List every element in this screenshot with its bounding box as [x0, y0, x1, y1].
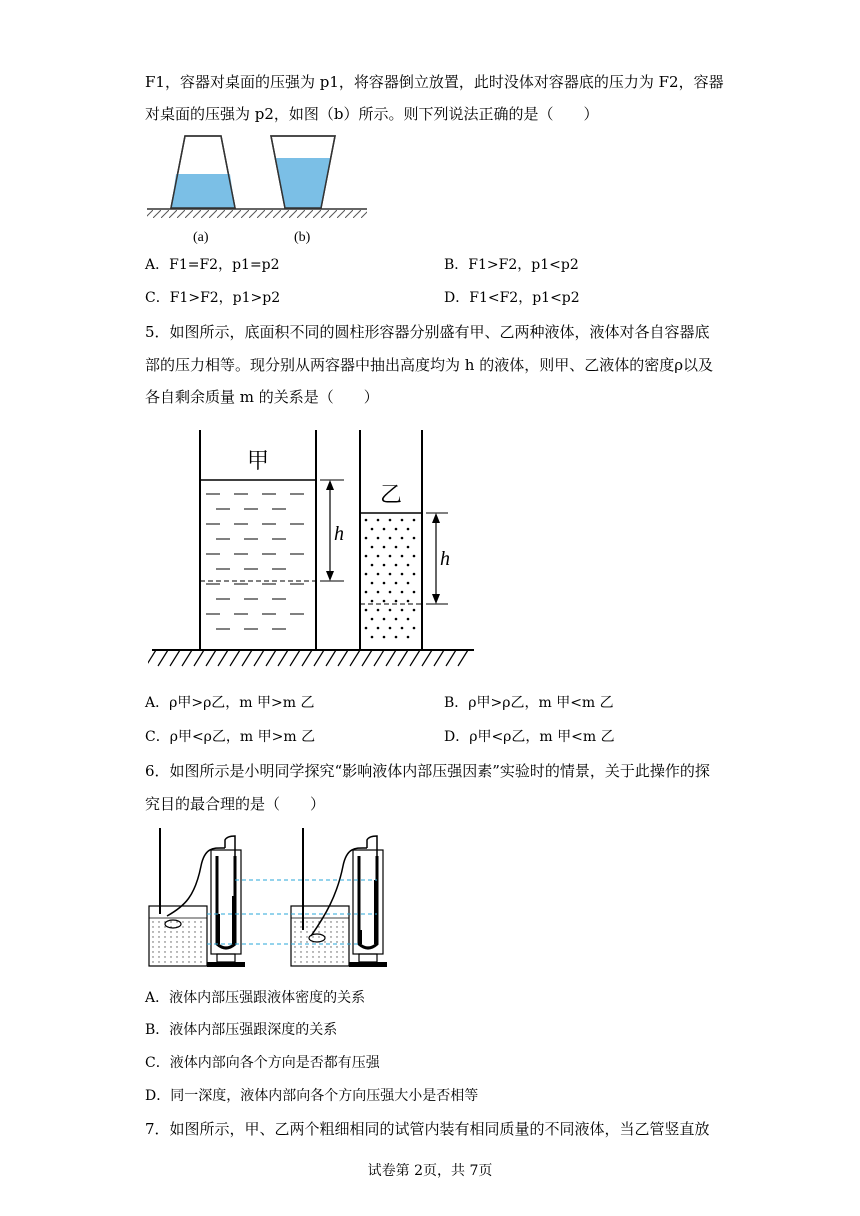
q4-figure-containers: [145, 130, 370, 248]
q5-option-c: C．ρ甲<ρ乙，m 甲>m 乙: [145, 729, 316, 745]
q4-option-b: B．F1>F2，p1<p2: [444, 257, 579, 273]
q6-option-d: D．同一深度，液体内部向各个方向压强大小是否相等: [145, 1088, 479, 1104]
q5-option-d: D．ρ甲<ρ乙，m 甲<m 乙: [444, 729, 615, 745]
q4-option-c: C．F1>F2，p1>p2: [145, 290, 281, 306]
q5-option-a: A．ρ甲>ρ乙，m 甲>m 乙: [145, 695, 315, 711]
q6-text-line-2: 究目的最合理的是（ ）: [145, 795, 326, 813]
beaker-right: [291, 828, 367, 966]
q5-figure-cylinders: [148, 428, 478, 673]
q6-figure-manometers: [145, 826, 390, 970]
fig-label-b: (b): [294, 230, 311, 245]
container-a-liquid: [171, 174, 235, 208]
q4-text-line-1: F1，容器对桌面的压强为 p1，将容器倒立放置，此时没体对容器底的压力为 F2，容器: [145, 73, 724, 91]
q6-option-a: A．液体内部压强跟液体密度的关系: [145, 990, 366, 1006]
q7-text-line-1: 7．如图所示，甲、乙两个粗细相同的试管内装有相同质量的不同液体，当乙管竖直放: [145, 1120, 710, 1138]
q4-text-line-2: 对桌面的压强为 p2，如图（b）所示。则下列说法正确的是（ ）: [145, 105, 599, 123]
q4-option-d: D．F1<F2，p1<p2: [444, 290, 580, 306]
q5-text-line-3: 各自剩余质量 m 的关系是（ ）: [145, 388, 379, 406]
h-label-jia: h: [334, 523, 344, 545]
q5-option-b: B．ρ甲>ρ乙，m 甲<m 乙: [444, 695, 614, 711]
q6-option-b: B．液体内部压强跟深度的关系: [145, 1022, 338, 1038]
q5-text-line-2: 部的压力相等。现分别从两容器中抽出高度均为 h 的液体，则甲、乙液体的密度ρ以及: [145, 356, 714, 374]
manometer-right: [349, 836, 387, 967]
beaker-left: [149, 828, 225, 966]
fig-label-a: (a): [193, 230, 209, 245]
q6-text-line-1: 6．如图所示是小明同学探究“影响液体内部压强因素”实验时的情景，关于此操作的探: [145, 762, 710, 780]
q6-option-c: C．液体内部向各个方向是否都有压强: [145, 1055, 380, 1071]
page-footer: 试卷第 2页，共 7页: [367, 1163, 493, 1179]
h-label-yi: h: [440, 548, 450, 570]
q4-option-a: A．F1=F2，p1=p2: [145, 257, 280, 273]
manometer-left: [207, 836, 245, 967]
label-yi: 乙: [380, 483, 403, 508]
q5-text-line-1: 5．如图所示，底面积不同的圆柱形容器分别盛有甲、乙两种液体，液体对各自容器底: [145, 323, 710, 341]
label-jia: 甲: [247, 449, 270, 474]
